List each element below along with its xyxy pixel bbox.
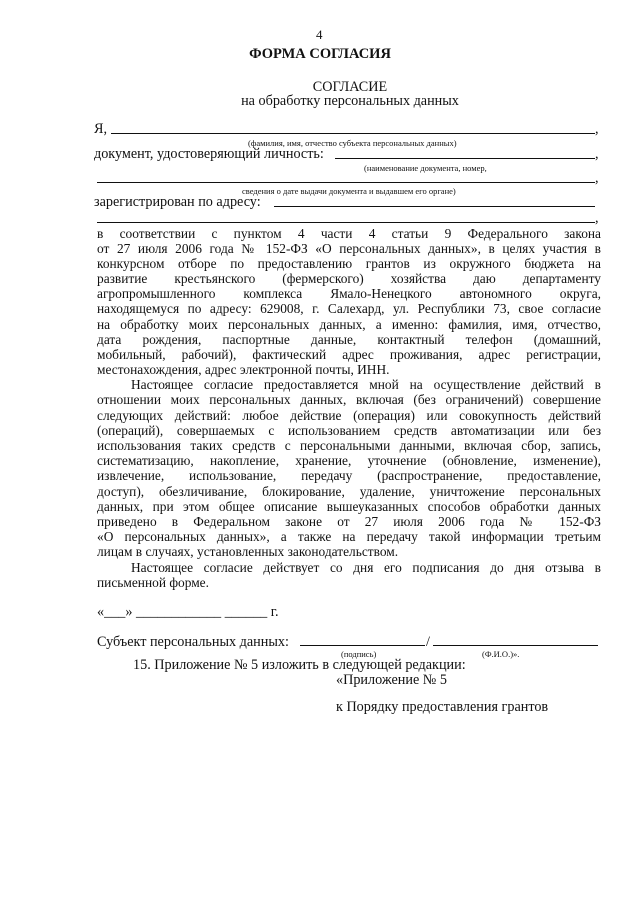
paragraph2-line: извлечение, использование, передачу (распространение, предоставление,: [97, 468, 601, 483]
fio-caption: (фамилия, имя, отчество субъекта персональных данных): [248, 138, 457, 148]
signature-separator: /: [426, 634, 430, 650]
paragraph2-line: Настоящее согласие предоставляется мной на осуществление действий в: [131, 377, 601, 392]
paragraph1-line: находящемуся по адресу: 629008, г. Салехард, ул. Республики 73, свое согласие: [97, 301, 601, 316]
paragraph2-line: (операций), совершаемых с использованием средств автоматизации или без: [97, 423, 601, 438]
paragraph2-line: отношении моих персональных данных, включая (без ограничений) совершение: [97, 392, 601, 407]
paragraph1-line: дата рождения, паспортные данные, контактный телефон (домашний,: [97, 332, 601, 347]
appendix-subtitle: к Порядку предоставления грантов: [336, 699, 549, 715]
address-input-line-2[interactable]: [97, 222, 595, 223]
i-label: Я,: [94, 121, 108, 137]
subject-fio-caption: (Ф.И.О.)».: [482, 649, 520, 659]
document-subtitle: на обработку персональных данных: [241, 93, 459, 109]
paragraph1-line: от 27 июля 2006 года № 152-ФЗ «О персональных данных», в целях участия в: [97, 241, 601, 256]
paragraph3-line: Настоящее согласие действует со дня его подписания до дня отзыва в: [131, 560, 601, 575]
paragraph1-line: мобильный, рабочий), фактический адрес проживания, адрес регистрации,: [97, 347, 601, 362]
paragraph1-line: развитие крестьянского (фермерского) хозяйства даю департаменту: [97, 271, 601, 286]
subject-label: Субъект персональных данных:: [97, 634, 289, 650]
paragraph2-line: следующих действий: любое действие (операция) или совокупность действий: [97, 408, 601, 423]
paragraph1-line: на обработку моих персональных данных, а именно: фамилия, имя, отчество,: [97, 317, 601, 332]
appendix-title: «Приложение № 5: [336, 672, 447, 688]
paragraph2-line: лицам в случаях, установленных законодательством.: [97, 544, 399, 559]
address-input-line-1[interactable]: [274, 206, 595, 207]
paragraph3-line: письменной форме.: [97, 575, 209, 590]
address-end-comma: ,: [595, 210, 599, 226]
signature-caption: (подпись): [341, 649, 377, 659]
document-label: документ, удостоверяющий личность:: [94, 146, 324, 162]
document-caption: (наименование документа, номер,: [364, 163, 487, 173]
issue-caption: сведения о дате выдачи документа и выдавшем его органе): [242, 186, 456, 196]
document-input-line[interactable]: [335, 158, 595, 159]
fio-input-line[interactable]: [111, 133, 595, 134]
issue-input-line[interactable]: [97, 182, 595, 183]
page-number: 4: [316, 27, 323, 42]
paragraph1-line: конкурсном отборе по предоставлению грантов из окружного бюджета на: [97, 256, 601, 271]
paragraph1-line: местонахождения, адрес электронной почты, ИНН.: [97, 362, 390, 377]
paragraph2-line: систематизацию, накопление, хранение, уточнение (обновление, изменение),: [97, 453, 601, 468]
paragraph2-line: использования таких средств с персональными данными, включая сбор, запись,: [97, 438, 601, 453]
item-15: 15. Приложение № 5 изложить в следующей редакции:: [133, 657, 466, 673]
form-heading: ФОРМА СОГЛАСИЯ: [249, 46, 391, 62]
paragraph2-line: приведено в Федеральном законе от 27 июля 2006 года № 152-ФЗ: [97, 514, 601, 529]
address-label: зарегистрирован по адресу:: [94, 194, 261, 210]
date-field[interactable]: «___» ____________ ______ г.: [97, 604, 279, 620]
document-end-comma: ,: [595, 146, 599, 162]
subject-fio-input-line[interactable]: [433, 645, 598, 646]
document-title: СОГЛАСИЕ: [312, 79, 388, 95]
paragraph2-line: доступ), обезличивание, блокирование, удаление, уничтожение персональных: [97, 484, 601, 499]
fio-end-comma: ,: [595, 121, 599, 137]
paragraph1-line: агропромышленного комплекса Ямало-Ненецкого автономного округа,: [97, 286, 601, 301]
signature-input-line[interactable]: [300, 645, 425, 646]
paragraph2-line: «О персональных данных», а также на передачу такой информации третьим: [97, 529, 601, 544]
issue-end-comma: ,: [595, 170, 599, 186]
paragraph1-line: в соответствии с пунктом 4 части 4 статьи 9 Федерального закона: [97, 226, 601, 241]
paragraph2-line: данных, при этом общее описание вышеуказанных способов обработки данных: [97, 499, 601, 514]
